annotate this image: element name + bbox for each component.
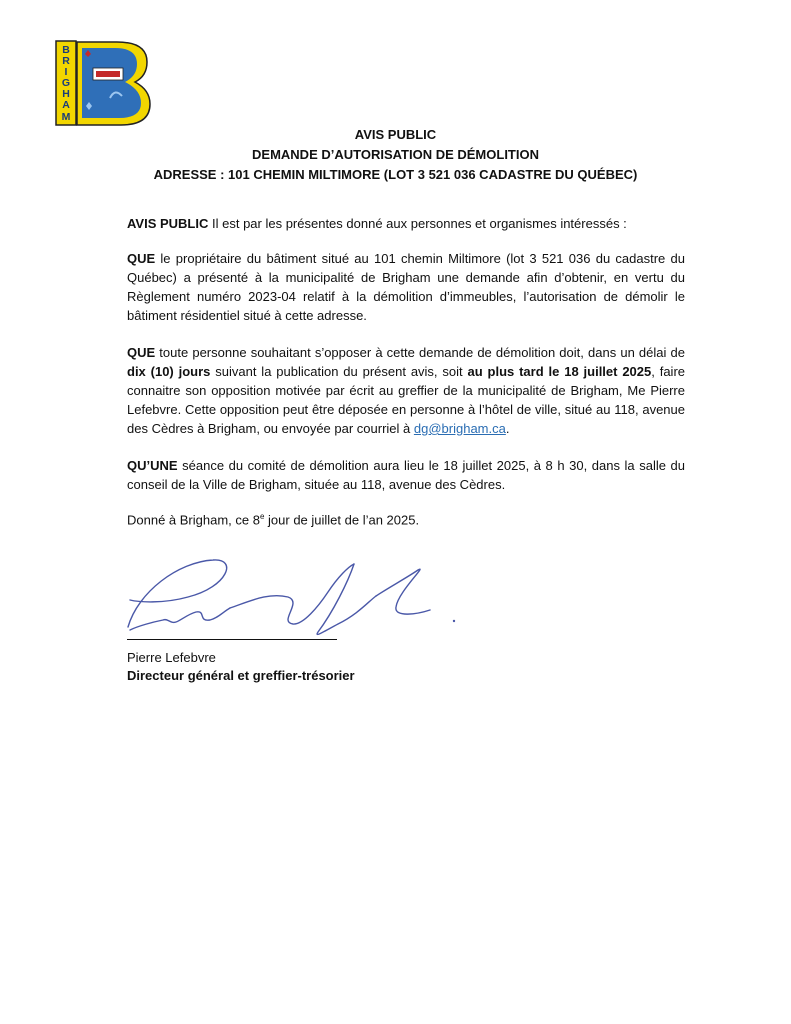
notice-body — [127, 214, 685, 512]
paragraph-2-text-1: toute personne souhaitant s’opposer à cette demande de démolition doit, dans un délai de — [155, 345, 685, 360]
logo-letter: H — [62, 88, 70, 100]
logo-letter: A — [62, 99, 70, 111]
paragraph-2-text-3: , faire connaitre son opposition motivée par écrit au greffier de la municipalité de Brigham, Me Pierre Lefebvre. Cette opposition peut être déposée en personne à l’hôtel de ville, situé au 118, avenue des Cèdres à Brigham, ou envoyée par courriel à — [127, 364, 686, 436]
intro-text: Il est par les présentes donné aux personnes et organismes intéressés : — [208, 216, 627, 231]
paragraph-2-text-4: . — [505, 421, 510, 436]
paragraph-3-bold: QU’UNE — [127, 458, 178, 473]
logo-letter: G — [61, 77, 71, 89]
given-after: jour de juillet de l’an 2025. — [264, 512, 420, 528]
logo-letter: R — [62, 55, 70, 67]
brigham-logo — [55, 40, 152, 126]
logo-letter: I — [64, 66, 68, 78]
paragraph-3 — [127, 456, 685, 494]
handwritten-signature — [118, 552, 468, 662]
paragraph-2-bold-2: dix (10) jours — [127, 364, 211, 379]
signature-line — [127, 639, 337, 640]
signatory-title: Directeur général et greffier-trésorier — [127, 668, 355, 683]
header-line-3: ADRESSE : 101 CHEMIN MILTIMORE (LOT 3 521 036 CADASTRE DU QUÉBEC) — [153, 167, 638, 182]
paragraph-1-bold: QUE — [127, 251, 156, 266]
paragraph-2-bold-3: au plus tard le 18 juillet 2025 — [467, 364, 652, 379]
logo-letter: B — [62, 44, 70, 56]
intro-paragraph — [127, 214, 685, 233]
header-line-2: DEMANDE D’AUTORISATION DE DÉMOLITION — [252, 147, 539, 162]
given-sup: e — [259, 512, 265, 521]
given-line — [127, 512, 419, 527]
given-before: Donné à Brigham, ce 8 — [127, 512, 260, 528]
paragraph-1 — [127, 249, 685, 325]
paragraph-2-bold-1: QUE — [127, 345, 156, 360]
paragraph-3-text: séance du comité de démolition aura lieu le 18 juillet 2025, à 8 h 30, dans la salle du conseil de la Ville de Brigham, située au 118, avenue des Cèdres. — [127, 458, 685, 492]
paragraph-1-text: le propriétaire du bâtiment situé au 101 chemin Miltimore (lot 3 521 036 du cadastre du Québec) a présenté à la municipalité de Brigham une demande afin d’obtenir, en vertu du Règlement numéro 2023-04 relatif à la démolition d’immeubles, l’autorisation de démolir le bâtiment résidentiel situé à cette adresse. — [127, 251, 685, 323]
header-line-1: AVIS PUBLIC — [354, 127, 437, 142]
notice-header — [0, 125, 791, 185]
logo-letter: M — [61, 111, 71, 123]
paragraph-2-text-2: suivant la publication du présent avis, soit — [210, 364, 468, 379]
signatory-name: Pierre Lefebvre — [127, 650, 216, 665]
email-link[interactable]: dg@brigham.ca — [413, 421, 506, 436]
intro-bold: AVIS PUBLIC — [127, 216, 209, 231]
paragraph-2 — [127, 343, 685, 438]
